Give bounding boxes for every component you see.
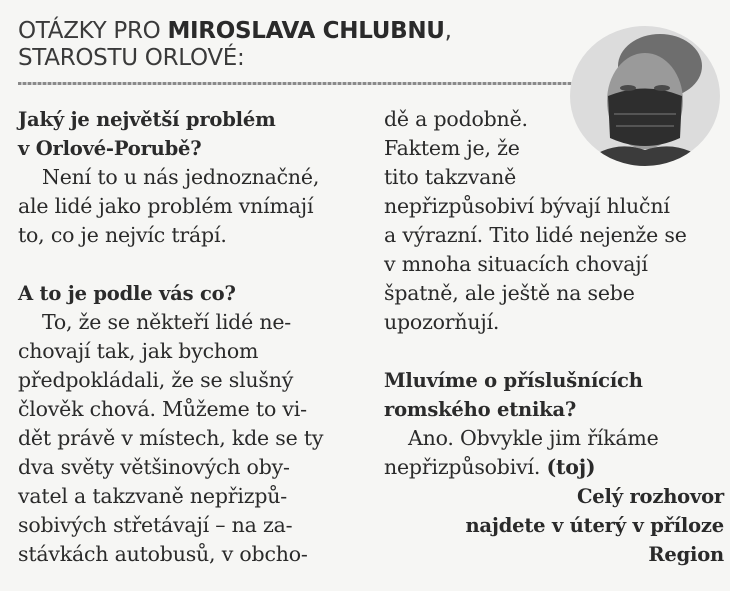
answer-2-cont-line: dě a podobně.	[384, 107, 528, 131]
author-initials: (toj)	[546, 455, 596, 479]
answer-2-cont-line: nepřizpůsobiví bývají hluční	[384, 194, 670, 218]
answer-3-line: nepřizpůsobiví. (toj)	[384, 455, 596, 479]
answer-2-cont-line: špatně, ale ještě na sebe	[384, 281, 635, 305]
interview-header	[18, 18, 578, 72]
right-column	[384, 105, 724, 569]
answer-2-cont-line: Faktem je, že	[384, 136, 520, 160]
answer-2-line: předpokládali, že se slušný	[18, 368, 294, 392]
answer-1-line: to, co je nejvíc trápí.	[18, 223, 227, 247]
left-column	[18, 105, 348, 569]
question-1: Jaký je největší problém v Orlové-Porubě?	[18, 108, 276, 160]
answer-3-line: Ano. Obvykle jim říkáme	[408, 426, 659, 450]
answer-2-cont-line: tito takzvaně	[384, 165, 517, 189]
answer-1-line: ale lidé jako problém vnímají	[18, 194, 314, 218]
answer-2-cont-line: v mnoha situacích chovají	[384, 252, 648, 276]
question-3: Mluvíme o příslušnících romského etnika?	[384, 369, 643, 421]
header-name: MIROSLAVA CHLUBNU	[167, 18, 445, 44]
answer-2-line: dět právě v místech, kde se ty	[18, 426, 324, 450]
answer-2-line: člověk chová. Můžeme to vi-	[18, 397, 307, 421]
footer-note: Celý rozhovor najdete v úterý v příloze Region	[465, 485, 724, 566]
answer-2-cont-line: upozorňují.	[384, 310, 500, 334]
question-2: A to je podle vás co?	[18, 282, 236, 305]
answer-2-line: dva světy většinových oby-	[18, 455, 290, 479]
answer-1-line: Není to u nás jednoznačné,	[42, 165, 320, 189]
answer-2-line: chovají tak, jak bychom	[18, 339, 259, 363]
answer-2-cont-line: a výrazní. Tito lidé nejenže se	[384, 223, 687, 247]
header-line-1	[18, 18, 578, 45]
answer-2-line: To, že se někteří lidé ne-	[42, 310, 292, 334]
answer-2-line: stávkách autobusů, v obcho-	[18, 542, 308, 566]
answer-2-line: sobivých střetávají – na za-	[18, 513, 293, 537]
header-line-2: STAROSTU ORLOVÉ:	[18, 45, 245, 71]
answer-2-line: vatel a takzvaně nepřizpů-	[18, 484, 287, 508]
header-prefix: OTÁZKY PRO	[18, 18, 168, 44]
header-comma: ,	[444, 18, 452, 44]
